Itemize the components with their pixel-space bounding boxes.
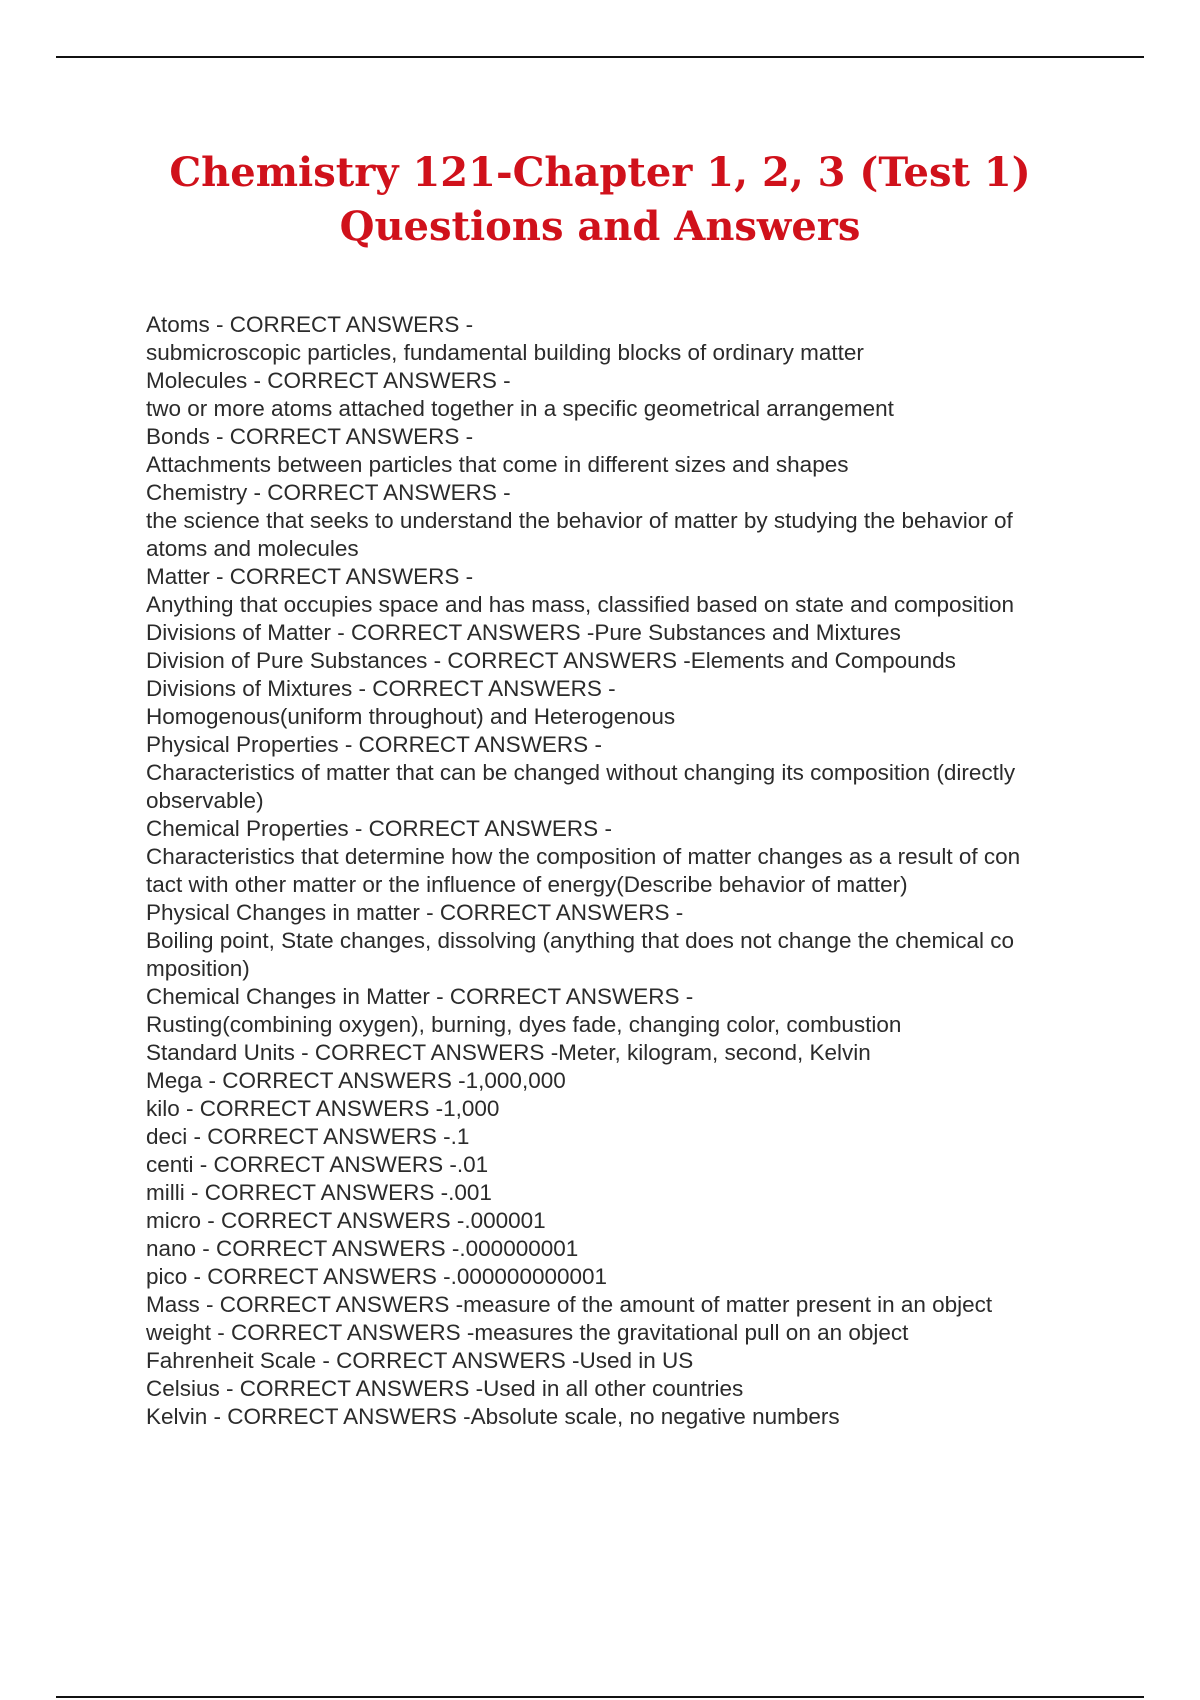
qa-line: Rusting(combining oxygen), burning, dyes fade, changing color, combustion xyxy=(146,1012,902,1037)
top-rule xyxy=(56,56,1144,58)
qa-line: observable) xyxy=(146,788,264,813)
qa-line: Mass - CORRECT ANSWERS -measure of the amount of matter present in an object xyxy=(146,1292,993,1317)
qa-line: pico - CORRECT ANSWERS -.000000000001 xyxy=(146,1264,608,1289)
qa-line: centi - CORRECT ANSWERS -.01 xyxy=(146,1152,489,1177)
qa-line: Molecules - CORRECT ANSWERS - xyxy=(146,368,511,393)
qa-line: Fahrenheit Scale - CORRECT ANSWERS -Used in US xyxy=(146,1348,694,1373)
qa-line: atoms and molecules xyxy=(146,536,359,561)
qa-line: tact with other matter or the influence of energy(Describe behavior of matter) xyxy=(146,872,908,897)
qa-line: Divisions of Mixtures - CORRECT ANSWERS - xyxy=(146,676,616,701)
qa-line: Mega - CORRECT ANSWERS -1,000,000 xyxy=(146,1068,566,1093)
qa-line: Characteristics that determine how the composition of matter changes as a result of con xyxy=(146,844,1021,869)
document-title xyxy=(100,146,1100,254)
title-line-2: Questions and Answers xyxy=(339,203,861,250)
qa-line: submicroscopic particles, fundamental building blocks of ordinary matter xyxy=(146,340,864,365)
qa-line: Anything that occupies space and has mass, classified based on state and composition xyxy=(146,592,1015,617)
qa-line: the science that seeks to understand the behavior of matter by studying the behavior of xyxy=(146,508,1013,533)
qa-line: Chemistry - CORRECT ANSWERS - xyxy=(146,480,511,505)
qa-line: Physical Properties - CORRECT ANSWERS - xyxy=(146,732,602,757)
qa-line: Celsius - CORRECT ANSWERS -Used in all other countries xyxy=(146,1376,744,1401)
qa-line: Boiling point, State changes, dissolving (anything that does not change the chemical co xyxy=(146,928,1015,953)
qa-line: two or more atoms attached together in a specific geometrical arrangement xyxy=(146,396,894,421)
qa-line: Characteristics of matter that can be changed without changing its composition (directly xyxy=(146,760,1016,785)
qa-line: Matter - CORRECT ANSWERS - xyxy=(146,564,474,589)
qa-line: Divisions of Matter - CORRECT ANSWERS -Pure Substances and Mixtures xyxy=(146,620,901,645)
qa-list xyxy=(146,311,1106,1431)
qa-line: weight - CORRECT ANSWERS -measures the gravitational pull on an object xyxy=(146,1320,909,1345)
title-line-1: Chemistry 121-Chapter 1, 2, 3 (Test 1) xyxy=(169,149,1031,196)
qa-line: Kelvin - CORRECT ANSWERS -Absolute scale, no negative numbers xyxy=(146,1404,840,1429)
qa-line: micro - CORRECT ANSWERS -.000001 xyxy=(146,1208,546,1233)
qa-line: milli - CORRECT ANSWERS -.001 xyxy=(146,1180,492,1205)
qa-line: Attachments between particles that come in different sizes and shapes xyxy=(146,452,849,477)
qa-line: Atoms - CORRECT ANSWERS - xyxy=(146,312,474,337)
qa-line: Standard Units - CORRECT ANSWERS -Meter, kilogram, second, Kelvin xyxy=(146,1040,871,1065)
qa-line: kilo - CORRECT ANSWERS -1,000 xyxy=(146,1096,500,1121)
qa-line: Bonds - CORRECT ANSWERS - xyxy=(146,424,474,449)
qa-line: Homogenous(uniform throughout) and Heterogenous xyxy=(146,704,676,729)
qa-line: Division of Pure Substances - CORRECT ANSWERS -Elements and Compounds xyxy=(146,648,956,673)
qa-line: nano - CORRECT ANSWERS -.000000001 xyxy=(146,1236,579,1261)
qa-line: deci - CORRECT ANSWERS -.1 xyxy=(146,1124,470,1149)
qa-line: Chemical Properties - CORRECT ANSWERS - xyxy=(146,816,612,841)
qa-line: Physical Changes in matter - CORRECT ANSWERS - xyxy=(146,900,684,925)
qa-line: Chemical Changes in Matter - CORRECT ANSWERS - xyxy=(146,984,694,1009)
qa-line: mposition) xyxy=(146,956,250,981)
bottom-rule xyxy=(56,1696,1144,1698)
